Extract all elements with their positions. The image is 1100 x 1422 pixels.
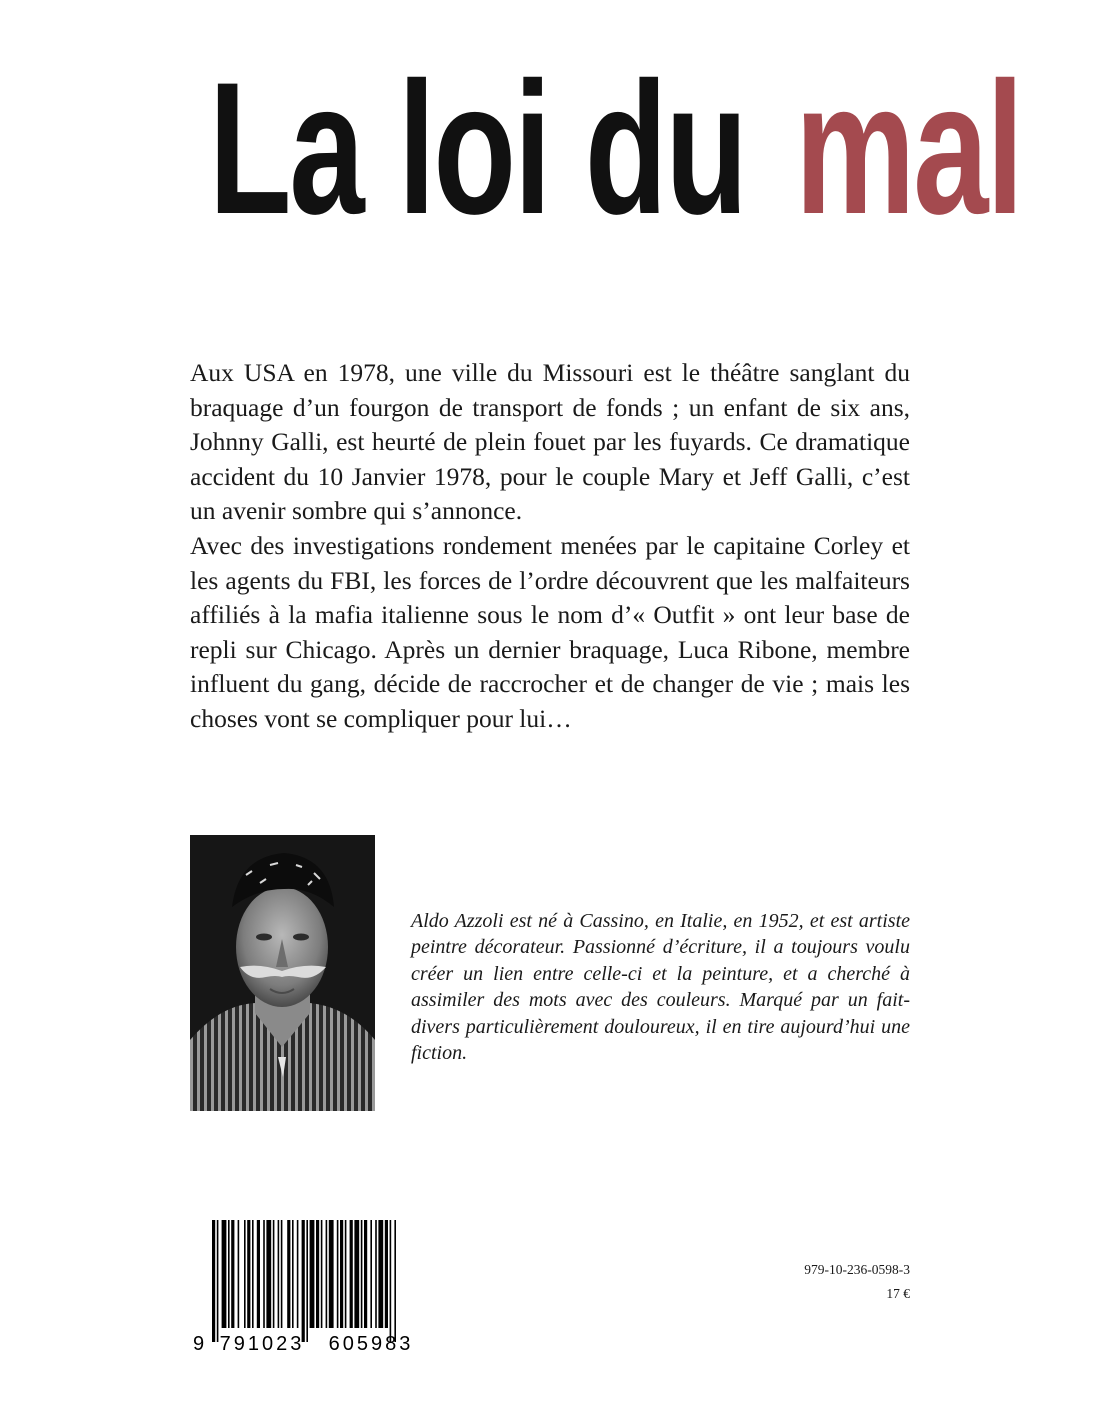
book-title <box>0 43 1100 253</box>
barcode-bar <box>231 1220 234 1328</box>
barcode-bar <box>228 1220 230 1328</box>
price: 17 € <box>886 1286 910 1301</box>
barcode-digit-prefix: 9 <box>193 1333 205 1354</box>
book-title-main: La loi du <box>208 43 746 253</box>
barcode-bar <box>252 1220 254 1328</box>
barcode-bar <box>337 1220 339 1328</box>
synopsis-paragraph: Aux USA en 1978, une ville du Missouri est le théâtre sanglant du braquage d’un fourgon de transport de fonds ; un enfant de six ans, Johnny Galli, est heurté de plein fouet par les fuyards. Ce dramatique accident du 10 Janvier 1978, pour le couple Mary et Jeff Galli, c’est un avenir sombre qui s’annonce. <box>190 358 910 526</box>
barcode-bar <box>212 1220 215 1342</box>
barcode-bar <box>310 1220 315 1328</box>
barcode-bar <box>302 1220 305 1342</box>
barcode-bar <box>292 1220 294 1328</box>
barcode-bar <box>222 1220 227 1328</box>
author-bio: Aldo Azzoli est né à Cassino, en Italie, en 1952, et est artiste peintre décorateur. Passionné d’écriture, il a toujours voulu créer un lien entre celle-ci et la peinture, et a cherché à assimiler des mots avec des couleurs. Marqué par un fait-divers particulièrement douloureux, il en tire aujourd’hui une fiction. <box>411 910 910 1065</box>
barcode-bar <box>273 1220 275 1328</box>
synopsis <box>190 356 910 737</box>
barcode-bar <box>364 1220 367 1328</box>
synopsis-paragraph: Avec des investigations rondement menées par le capitaine Corley et les agents du FBI, les forces de l’ordre découvrent que les malfaiteurs affiliés à la mafia italienne sous le nom d’« Outfit » ont leur base de repli sur Chicago. Après un dernier braquage, Luca Ribone, membre influent du gang, décide de raccrocher et de changer de vie ; mais les choses vont se compliquer pour lui… <box>190 530 910 733</box>
barcode-bar <box>394 1220 396 1342</box>
barcode-bar <box>345 1220 347 1328</box>
book-title-accent: mal <box>795 43 1022 253</box>
isbn: 979-10-236-0598-3 <box>804 1262 910 1277</box>
author-photo <box>190 835 375 1111</box>
barcode-bar <box>375 1220 377 1328</box>
barcode-bar <box>247 1220 250 1328</box>
barcode-bar <box>350 1220 353 1328</box>
barcode-bar <box>244 1220 246 1328</box>
barcode-bar <box>281 1220 283 1328</box>
barcode-digits-left: 791023 <box>219 1333 305 1354</box>
barcode-bar <box>321 1220 323 1328</box>
barcode-bar <box>354 1220 359 1328</box>
barcode-bar <box>378 1220 383 1328</box>
barcode-bar <box>385 1220 388 1328</box>
barcode-bar <box>329 1220 334 1328</box>
barcode-bar <box>278 1220 280 1328</box>
barcode-bar <box>257 1220 260 1328</box>
barcode-digits-right: 605983 <box>328 1333 414 1354</box>
barcode-bar <box>326 1220 328 1328</box>
barcode-bar <box>340 1220 343 1328</box>
barcode-bar <box>361 1220 363 1328</box>
barcode-bar <box>287 1220 290 1328</box>
barcode <box>190 1220 434 1354</box>
barcode-bar <box>266 1220 271 1328</box>
barcode-bar <box>238 1220 240 1328</box>
barcode-bar <box>316 1220 319 1328</box>
barcode-bar <box>263 1220 265 1328</box>
barcode-bar <box>370 1220 372 1328</box>
barcode-bar <box>217 1220 219 1342</box>
barcode-bar <box>390 1220 392 1342</box>
barcode-bar <box>306 1220 308 1342</box>
barcode-bar <box>297 1220 299 1328</box>
